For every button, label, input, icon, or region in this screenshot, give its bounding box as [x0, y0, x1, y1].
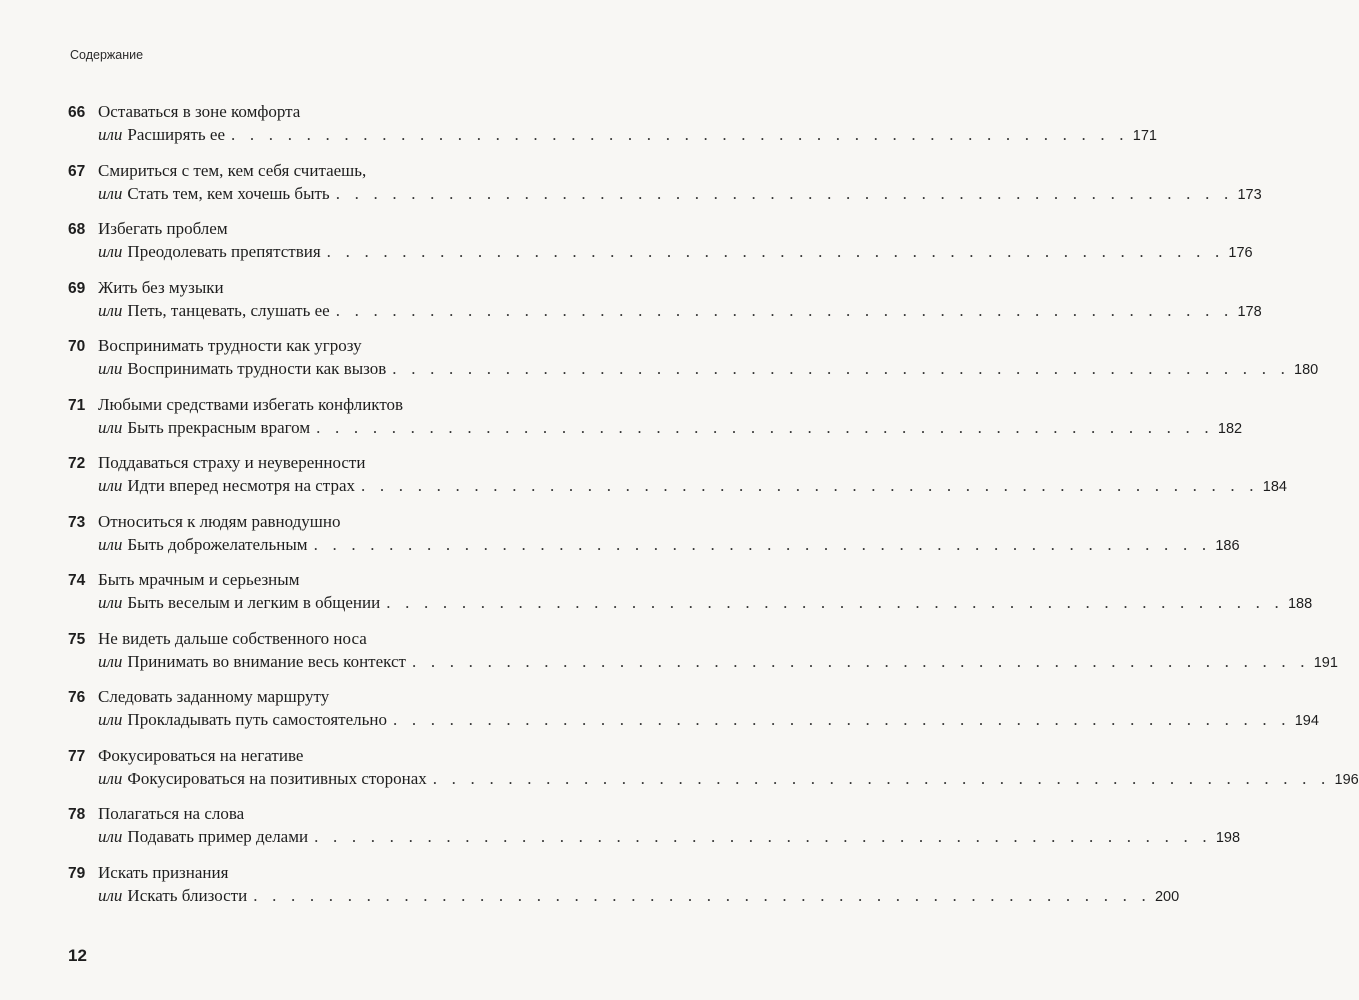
entry-title-line [68, 451, 568, 474]
chapter-number: 78 [68, 806, 86, 823]
chapter-alt-title: Идти вперед несмотря на страх [127, 476, 355, 495]
chapter-number: 77 [68, 747, 86, 765]
chapter-title: Быть мрачным и серьезным [98, 570, 300, 589]
entry-title-line [68, 685, 568, 708]
chapter-alt-title: Быть прекрасным врагом [127, 417, 311, 437]
chapter-title: Искать признания [98, 862, 229, 882]
table-of-contents [68, 100, 1359, 919]
page-folio: 12 [68, 946, 87, 965]
toc-entry[interactable] [68, 276, 1262, 335]
entry-alt-line [98, 416, 1243, 440]
toc-entry[interactable] [68, 744, 1359, 803]
chapter-title: Оставаться в зоне комфорта [98, 102, 301, 121]
alt-prefix: или [98, 593, 123, 612]
entry-alt-line [98, 884, 1180, 908]
toc-entry[interactable] [68, 159, 1262, 218]
toc-entry[interactable] [68, 334, 1319, 393]
running-header: Содержание [70, 48, 144, 62]
chapter-alt-title: Преодолевать препятствия [127, 242, 321, 261]
entry-alt-line [98, 182, 1262, 206]
alt-prefix: или [98, 125, 123, 144]
entry-alt-line [98, 240, 1253, 264]
entry-title-line [68, 744, 568, 767]
chapter-title: Поддаваться страху и неуверенности [98, 453, 366, 472]
chapter-alt-title: Фокусироваться на позитивных сторонах [127, 768, 427, 788]
dot-leader: . . . . . . . . . . . . . . . . . . . . . . . . . . . . . . . . . . . . . . . . . . . . . . . . [335, 300, 1234, 320]
dot-leader: . . . . . . . . . . . . . . . . . . . . . . . . . . . . . . . . . . . . . . . . . . . . . . . . [411, 651, 1310, 671]
entry-alt-line [98, 474, 1287, 498]
dot-leader: . . . . . . . . . . . . . . . . . . . . . . . . . . . . . . . . . . . . . . . . . . . . . . . . [316, 417, 1214, 437]
page-number: 171 [1132, 128, 1157, 144]
toc-entry[interactable] [68, 685, 1319, 744]
entry-alt-line [98, 123, 1157, 147]
chapter-title: Смириться с тем, кем себя считаешь, [98, 160, 367, 180]
chapter-title: Не видеть дальше собственного носа [98, 628, 367, 648]
chapter-number: 74 [68, 572, 86, 589]
entry-alt-line [98, 650, 1338, 674]
dot-leader: . . . . . . . . . . . . . . . . . . . . . . . . . . . . . . . . . . . . . . . . . . . . . . . . [386, 593, 1284, 612]
entry-alt-line [98, 591, 1313, 615]
toc-entry[interactable] [68, 100, 1157, 159]
alt-prefix: или [98, 651, 123, 671]
chapter-alt-title: Искать близости [127, 885, 248, 905]
chapter-number: 73 [68, 513, 86, 531]
chapter-number: 69 [68, 279, 86, 297]
entry-alt-line [98, 767, 1359, 791]
page-number: 196 [1334, 771, 1359, 788]
chapter-number: 76 [68, 689, 86, 706]
page-number: 173 [1237, 186, 1262, 203]
entry-title-line [68, 627, 568, 650]
dot-leader: . . . . . . . . . . . . . . . . . . . . . . . . . . . . . . . . . . . . . . . . . . . . . . . . [253, 885, 1151, 905]
dot-leader: . . . . . . . . . . . . . . . . . . . . . . . . . . . . . . . . . . . . . . . . . . . . . . . . [361, 476, 1259, 495]
chapter-alt-title: Принимать во внимание весь контекст [127, 651, 406, 671]
chapter-number: 66 [68, 104, 86, 121]
chapter-title: Любыми средствами избегать конфликтов [98, 394, 404, 414]
chapter-number: 70 [68, 338, 86, 355]
entry-title-line [68, 276, 568, 299]
chapter-alt-title: Быть доброжелательным [127, 534, 308, 554]
page-number: 182 [1217, 420, 1243, 437]
alt-prefix: или [98, 417, 123, 437]
chapter-number: 75 [68, 630, 86, 648]
entry-title-line [68, 159, 568, 182]
chapter-title: Полагаться на слова [98, 804, 245, 823]
toc-entry[interactable] [68, 217, 1253, 276]
alt-prefix: или [98, 300, 123, 320]
chapter-alt-title: Воспринимать трудности как вызов [127, 359, 387, 378]
entry-title-line [68, 334, 568, 357]
chapter-title: Следовать заданному маршруту [98, 687, 330, 706]
page-number: 198 [1215, 830, 1241, 846]
toc-entry[interactable] [68, 861, 1180, 920]
entry-title-line [68, 100, 568, 123]
alt-prefix: или [98, 885, 123, 905]
page-number: 184 [1262, 479, 1287, 495]
entry-title-line [68, 217, 568, 240]
chapter-number: 79 [68, 864, 86, 882]
dot-leader: . . . . . . . . . . . . . . . . . . . . . . . . . . . . . . . . . . . . . . . . . . . . . . . . [313, 534, 1212, 554]
alt-prefix: или [98, 768, 123, 788]
dot-leader: . . . . . . . . . . . . . . . . . . . . . . . . . . . . . . . . . . . . . . . . . . . . . . . . [231, 125, 1129, 144]
chapter-alt-title: Стать тем, кем хочешь быть [127, 183, 330, 203]
toc-entry[interactable] [68, 510, 1240, 569]
entry-title-line [68, 861, 568, 884]
entry-alt-line [98, 708, 1319, 732]
chapter-alt-title: Прокладывать путь самостоятельно [127, 710, 387, 729]
chapter-number: 72 [68, 455, 86, 472]
chapter-title: Воспринимать трудности как угрозу [98, 336, 362, 355]
alt-prefix: или [98, 359, 123, 378]
chapter-title: Избегать проблем [98, 219, 228, 238]
alt-prefix: или [98, 710, 123, 729]
page-number: 188 [1287, 596, 1313, 612]
chapter-alt-title: Подавать пример делами [127, 827, 309, 846]
toc-entry[interactable] [68, 802, 1241, 861]
chapter-number: 68 [68, 221, 86, 238]
page-number: 180 [1294, 362, 1319, 378]
chapter-title: Жить без музыки [98, 277, 224, 297]
chapter-number: 67 [68, 162, 86, 180]
alt-prefix: или [98, 827, 123, 846]
chapter-title: Относиться к людям равнодушно [98, 511, 341, 531]
entry-alt-line [98, 357, 1319, 381]
page-number: 194 [1294, 713, 1319, 729]
chapter-alt-title: Петь, танцевать, слушать ее [127, 300, 330, 320]
page-number: 200 [1154, 888, 1180, 905]
dot-leader: . . . . . . . . . . . . . . . . . . . . . . . . . . . . . . . . . . . . . . . . . . . . . . . . [392, 359, 1291, 378]
dot-leader: . . . . . . . . . . . . . . . . . . . . . . . . . . . . . . . . . . . . . . . . . . . . . . . . [432, 768, 1331, 788]
chapter-title: Фокусироваться на негативе [98, 745, 304, 765]
dot-leader: . . . . . . . . . . . . . . . . . . . . . . . . . . . . . . . . . . . . . . . . . . . . . . . . [392, 710, 1291, 729]
entry-title-line [68, 568, 568, 591]
page-number: 176 [1228, 245, 1253, 261]
entry-title-line [68, 802, 568, 825]
toc-entry[interactable] [68, 568, 1313, 627]
page-number: 178 [1237, 303, 1262, 320]
toc-entry[interactable] [68, 451, 1287, 510]
toc-entry[interactable] [68, 627, 1338, 686]
dot-leader: . . . . . . . . . . . . . . . . . . . . . . . . . . . . . . . . . . . . . . . . . . . . . . . . [326, 242, 1225, 261]
chapter-alt-title: Быть веселым и легким в общении [127, 593, 381, 612]
entry-alt-line [98, 299, 1262, 323]
toc-entry[interactable] [68, 393, 1243, 452]
page-number: 191 [1313, 654, 1338, 671]
entry-alt-line [98, 533, 1240, 557]
alt-prefix: или [98, 534, 123, 554]
entry-alt-line [98, 825, 1241, 849]
page-number: 186 [1215, 537, 1240, 554]
chapter-alt-title: Расширять ее [127, 125, 225, 144]
alt-prefix: или [98, 242, 123, 261]
alt-prefix: или [98, 476, 123, 495]
dot-leader: . . . . . . . . . . . . . . . . . . . . . . . . . . . . . . . . . . . . . . . . . . . . . . . . [335, 183, 1234, 203]
entry-title-line [68, 393, 568, 416]
chapter-number: 71 [68, 396, 86, 414]
alt-prefix: или [98, 183, 123, 203]
entry-title-line [68, 510, 568, 533]
dot-leader: . . . . . . . . . . . . . . . . . . . . . . . . . . . . . . . . . . . . . . . . . . . . . . . . [314, 827, 1212, 846]
